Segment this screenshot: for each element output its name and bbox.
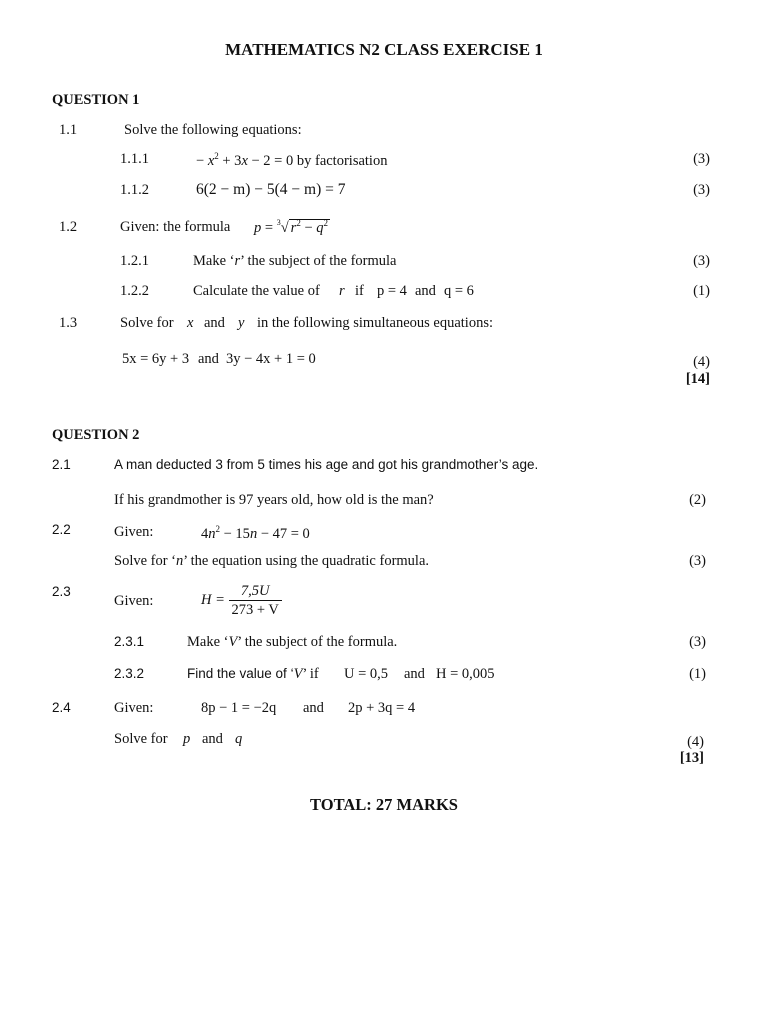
item-2-1-question: If his grandmother is 97 years old, how old is the man? bbox=[114, 492, 434, 508]
item-2-3-2-var: V bbox=[293, 666, 303, 682]
item-2-3-1-number: 2.3.1 bbox=[114, 634, 145, 649]
item-1-1-2-number: 1.1.2 bbox=[120, 182, 149, 198]
item-2-4-equation-2: 2p + 3q = 4 bbox=[348, 700, 416, 716]
item-2-3-formula bbox=[201, 582, 282, 619]
item-2-2-equation: $4n^2 - 15n - 47 = 0$ bbox=[201, 524, 310, 542]
item-1-1-number: 1.1 bbox=[59, 122, 78, 138]
question-2-total: [13] bbox=[679, 750, 704, 766]
item-2-1-number: 2.1 bbox=[52, 457, 71, 472]
item-1-2-1-pre: Make ‘ bbox=[193, 253, 235, 269]
item-1-2-2-q: q = 6 bbox=[444, 283, 474, 299]
item-1-1-1-mark: (3) bbox=[693, 151, 710, 167]
item-1-3-and: and bbox=[204, 315, 225, 331]
item-2-3-lhs: H = bbox=[201, 591, 225, 608]
item-2-3-1-var: V bbox=[228, 634, 238, 650]
item-2-2-mark: (3) bbox=[689, 553, 706, 569]
item-2-2-number: 2.2 bbox=[52, 522, 71, 537]
item-1-3-equation-and: and bbox=[198, 351, 219, 367]
item-2-3-1-post: ’ the subject of the formula. bbox=[237, 634, 398, 650]
item-1-1-1-number: 1.1.1 bbox=[120, 151, 149, 167]
item-2-2-var: n bbox=[176, 553, 184, 569]
item-2-4-given: Given: bbox=[114, 700, 154, 716]
item-2-2-pre: Solve for ‘ bbox=[114, 553, 177, 569]
item-1-2-1-post: ’ the subject of the formula bbox=[240, 253, 397, 269]
item-1-1-2-mark: (3) bbox=[693, 182, 710, 198]
item-2-3-2-u: U = 0,5 bbox=[344, 666, 389, 682]
item-1-2-2-r: r bbox=[339, 283, 345, 299]
item-1-3-equation-1: 5x = 6y + 3 bbox=[122, 351, 190, 367]
item-1-1-2-equation: 6(2 − m) − 5(4 − m) = 7 bbox=[196, 181, 346, 198]
grand-total: TOTAL: 27 MARKS bbox=[310, 795, 458, 814]
item-1-2-2-mark: (1) bbox=[693, 283, 710, 299]
item-2-3-1-pre: Make ‘ bbox=[187, 634, 229, 650]
item-2-4-equation-1: 8p − 1 = −2q bbox=[201, 700, 277, 716]
item-1-2-2-p: p = 4 bbox=[377, 283, 407, 299]
item-1-3-post: in the following simultaneous equations: bbox=[257, 315, 494, 331]
item-2-3-number: 2.3 bbox=[52, 584, 71, 599]
item-2-3-2-pre: Find the value of ‘ bbox=[187, 666, 294, 681]
item-2-4-number: 2.4 bbox=[52, 700, 71, 715]
page-title: MATHEMATICS N2 CLASS EXERCISE 1 bbox=[225, 40, 543, 59]
item-1-2-2-if: if bbox=[355, 283, 364, 299]
item-1-3-number: 1.3 bbox=[59, 315, 78, 331]
item-2-2-given: Given: bbox=[114, 524, 154, 540]
item-2-3-numerator: 7,5U bbox=[229, 582, 282, 601]
item-2-3-fraction bbox=[229, 582, 282, 619]
item-1-3-y: y bbox=[238, 315, 245, 331]
item-2-4-and-2: and bbox=[202, 731, 223, 747]
item-2-3-2-mark: (1) bbox=[689, 666, 706, 682]
item-1-1-1-equation: − $x^2 + 3x - 2 = 0$ by factorisation bbox=[196, 151, 388, 169]
item-2-1-mark: (2) bbox=[689, 492, 706, 508]
item-1-2-1-text bbox=[193, 253, 396, 270]
item-1-2-number: 1.2 bbox=[59, 219, 78, 235]
item-2-4-and: and bbox=[303, 700, 324, 716]
question-1-total: [14] bbox=[685, 371, 710, 387]
item-1-3-mark: (4) bbox=[693, 354, 710, 370]
item-2-3-2-and: and bbox=[404, 666, 425, 682]
item-2-2-post: ’ the equation using the quadratic formula. bbox=[183, 553, 430, 569]
item-2-4-mark: (4) bbox=[687, 734, 704, 750]
item-2-3-1-mark: (3) bbox=[689, 634, 706, 650]
item-2-3-2-text bbox=[187, 666, 319, 683]
item-1-3-equation-2: 3y − 4x + 1 = 0 bbox=[226, 351, 316, 367]
item-1-1-1-tail: by factorisation bbox=[296, 153, 388, 169]
item-2-3-1-text bbox=[187, 634, 397, 651]
item-1-3-x: x bbox=[187, 315, 194, 331]
item-1-2-2-and: and bbox=[415, 283, 436, 299]
item-1-2-formula: p = $^3$√ $r^2 - q^2$ bbox=[254, 218, 328, 236]
item-2-3-2-post: ’ if bbox=[302, 666, 319, 682]
item-2-3-given: Given: bbox=[114, 593, 154, 609]
item-2-4-p: p bbox=[183, 731, 191, 747]
item-1-2-1-var: r bbox=[234, 253, 241, 269]
item-1-3-pre: Solve for bbox=[120, 315, 174, 331]
item-2-4-q: q bbox=[235, 731, 243, 747]
item-1-2-2-pre: Calculate the value of bbox=[193, 283, 320, 299]
item-2-1-text: A man deducted 3 from 5 times his age and got his grandmother’s age. bbox=[114, 457, 539, 472]
item-1-2-text: Given: the formula bbox=[120, 219, 231, 235]
item-2-2-instruction bbox=[114, 553, 429, 570]
item-2-3-2-h: H = 0,005 bbox=[436, 666, 495, 682]
item-1-2-2-number: 1.2.2 bbox=[120, 283, 149, 299]
question-1-heading: QUESTION 1 bbox=[52, 92, 140, 108]
item-2-3-denominator: 273 + V bbox=[231, 602, 279, 618]
item-1-2-1-mark: (3) bbox=[693, 253, 710, 269]
question-2-heading: QUESTION 2 bbox=[52, 427, 140, 443]
item-2-4-pre: Solve for bbox=[114, 731, 168, 747]
item-1-1-text: Solve the following equations: bbox=[124, 122, 302, 138]
item-2-3-2-number: 2.3.2 bbox=[114, 666, 145, 681]
item-1-2-1-number: 1.2.1 bbox=[120, 253, 149, 269]
